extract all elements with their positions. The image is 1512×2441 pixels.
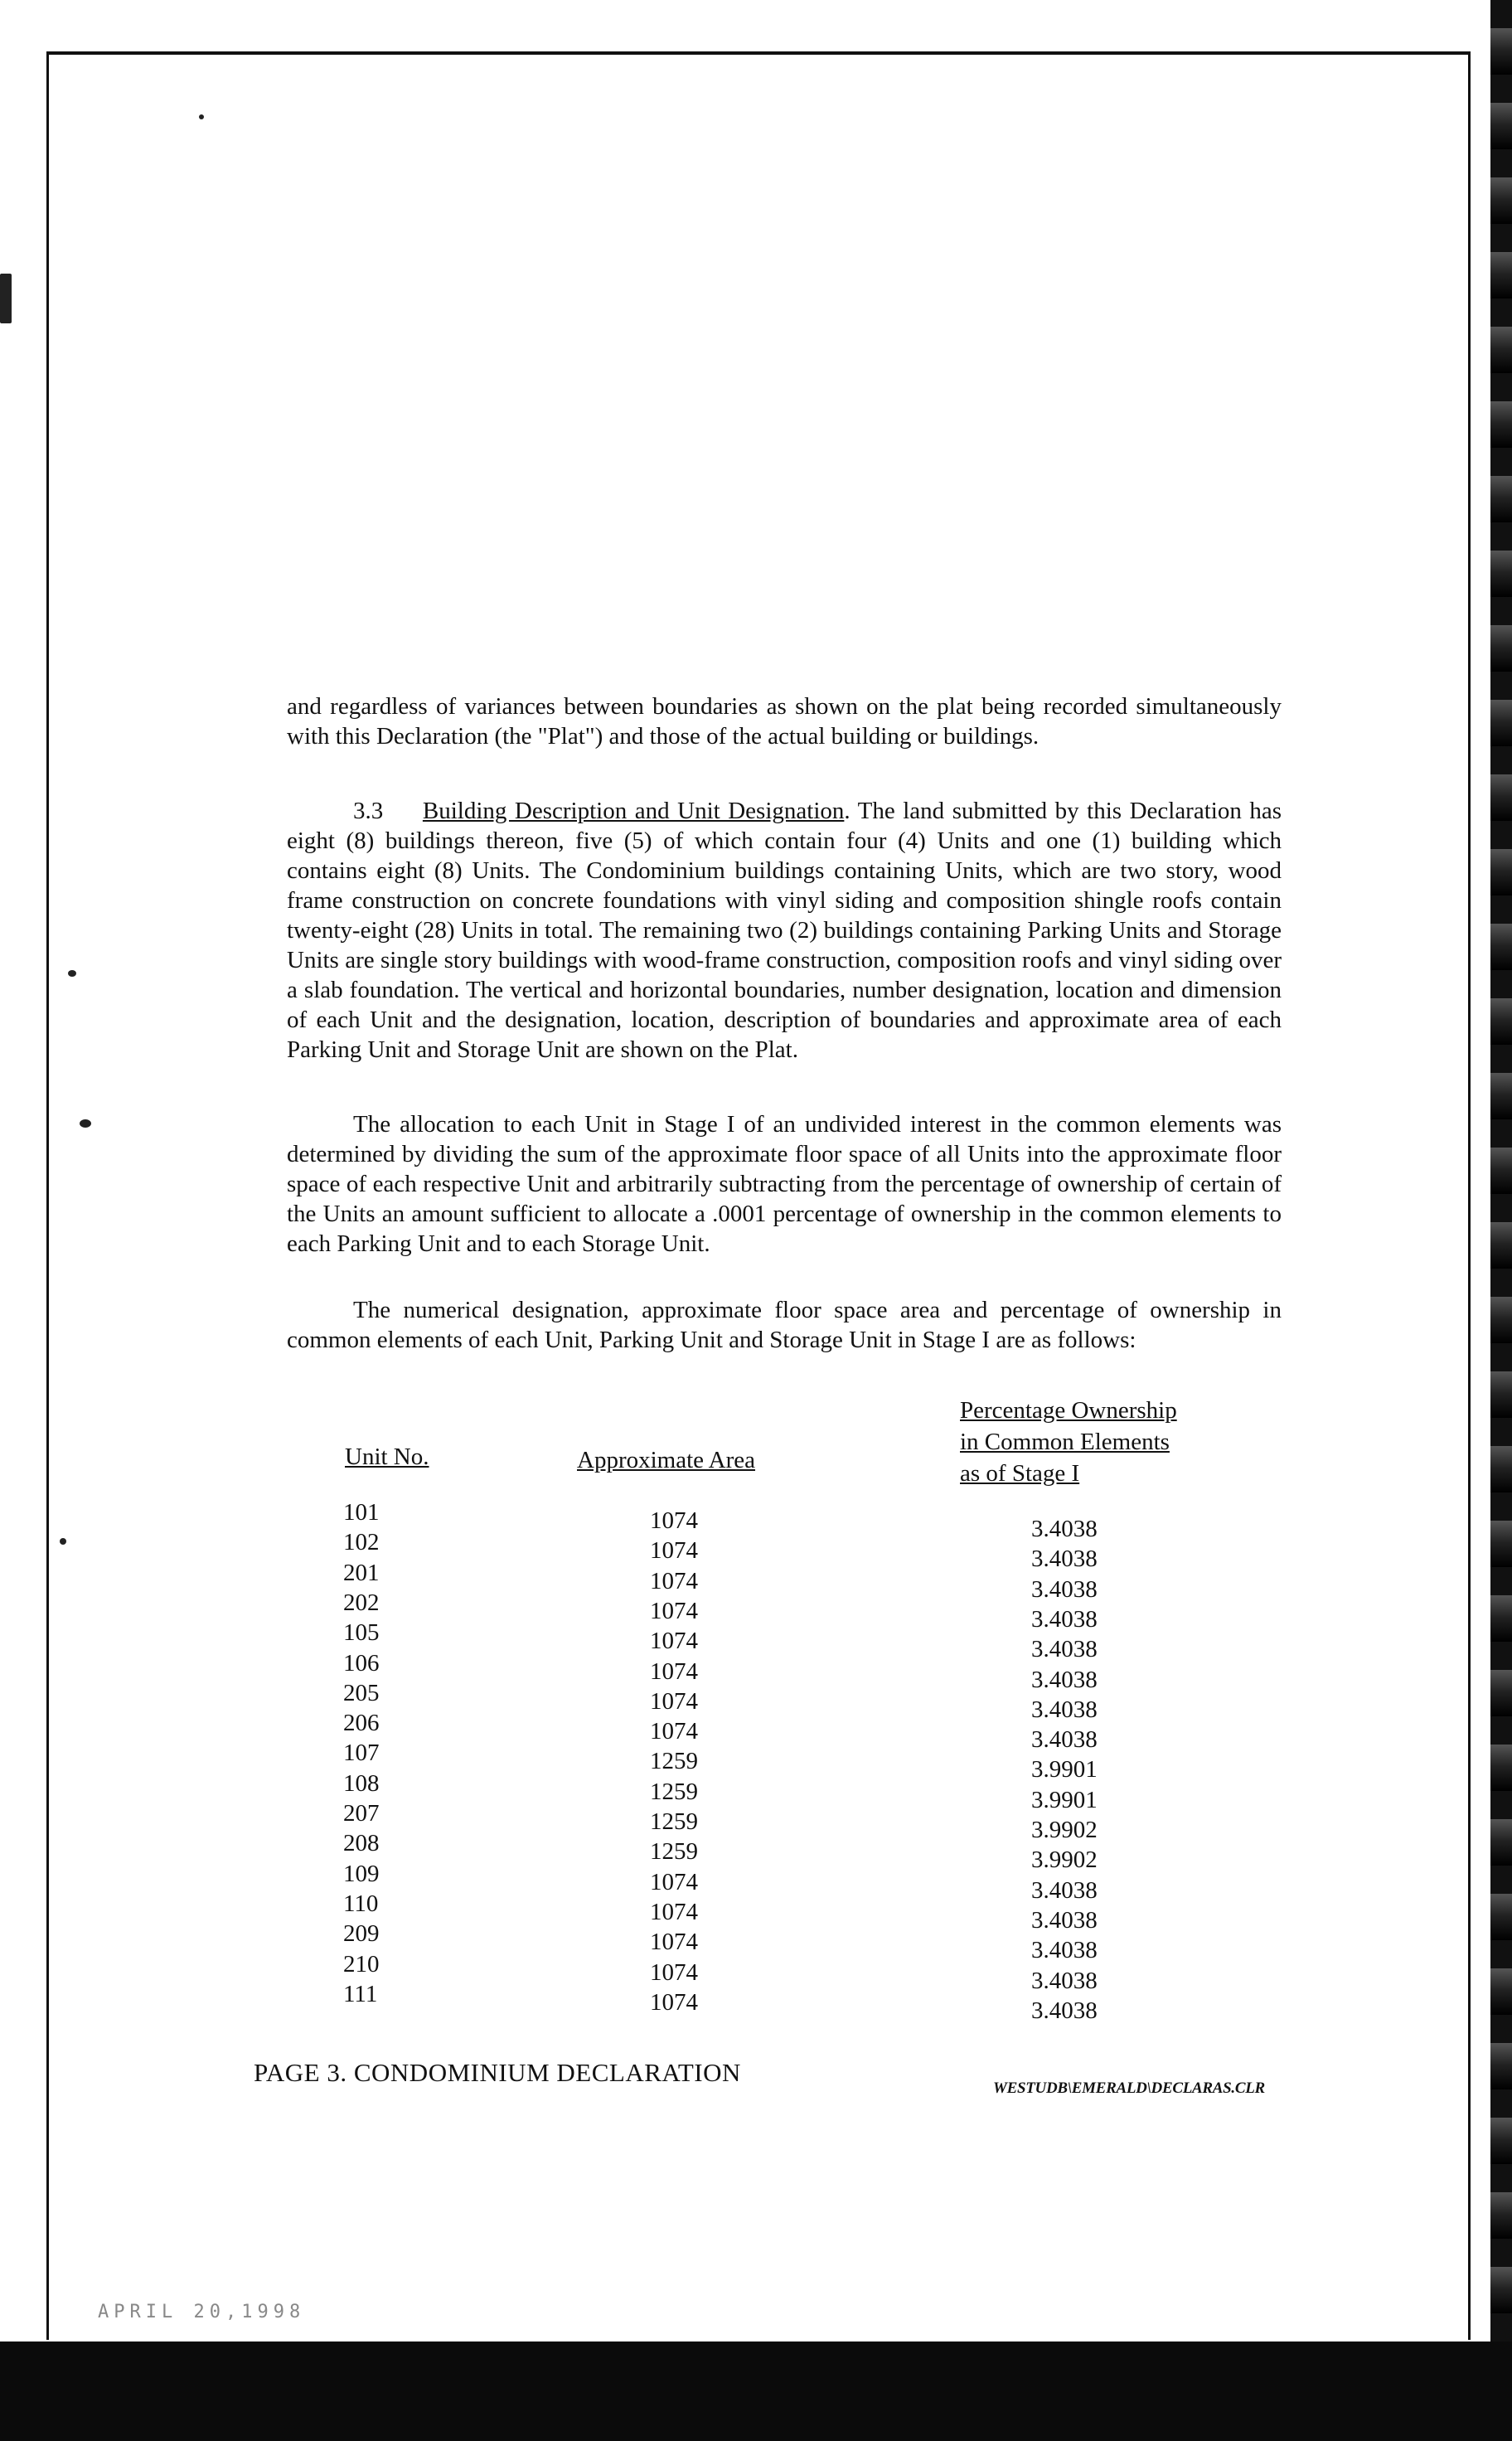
table-cell-percentage: 3.4038 — [1031, 1636, 1098, 1663]
table-cell-unit: 105 — [343, 1619, 380, 1647]
table-cell-percentage: 3.4038 — [1031, 1726, 1098, 1754]
table-cell-unit: 108 — [343, 1769, 380, 1797]
table-cell-unit: 102 — [343, 1529, 380, 1556]
table-cell-percentage: 3.4038 — [1031, 1997, 1098, 2024]
table-cell-unit: 201 — [343, 1559, 380, 1586]
file-path-label: WESTUDB\EMERALD\DECLARAS.CLR — [993, 2079, 1265, 2097]
table-cell-area: 1074 — [650, 1958, 698, 1986]
table-cell-percentage: 3.9901 — [1031, 1786, 1098, 1813]
table-cell-unit: 209 — [343, 1920, 380, 1948]
page-footer-label: PAGE 3. CONDOMINIUM DECLARATION — [254, 2058, 741, 2087]
table-cell-percentage: 3.4038 — [1031, 1546, 1098, 1573]
table-cell-area: 1259 — [650, 1808, 698, 1835]
table-cell-unit: 106 — [343, 1649, 380, 1677]
table-cell-unit: 109 — [343, 1860, 380, 1887]
table-cell-area: 1074 — [650, 1507, 698, 1534]
table-cell-unit: 107 — [343, 1740, 380, 1767]
table-cell-unit: 101 — [343, 1499, 380, 1526]
scan-speck — [68, 970, 76, 977]
paragraph-allocation — [287, 1109, 1282, 1259]
table-cell-percentage: 3.4038 — [1031, 1906, 1098, 1934]
table-cell-unit: 208 — [343, 1830, 380, 1857]
table-cell-area: 1259 — [650, 1778, 698, 1805]
table-cell-percentage: 3.4038 — [1031, 1575, 1098, 1603]
scan-speck — [60, 1538, 66, 1545]
table-cell-unit: 202 — [343, 1589, 380, 1616]
header-percentage-line2: in Common Elements — [960, 1429, 1170, 1455]
scan-speck — [80, 1119, 91, 1128]
table-cell-unit: 111 — [343, 1980, 378, 2007]
header-approximate-area: Approximate Area — [577, 1447, 756, 1473]
allocation-text: The allocation to each Unit in Stage I of an undivided interest in the common elements was determined by dividing the sum of the approximate floor space of all Units into the approximate floor space of each respective Unit and arbitrarily subtracting from the percentage of ownership of certain of the Units an amount sufficient to allocate a .0001 percentage of ownership in the common elements to each Parking Unit and to each Storage Unit. — [287, 1111, 1282, 1257]
table-cell-percentage: 3.4038 — [1031, 1876, 1098, 1904]
paragraph-section-3-3 — [287, 796, 1282, 1065]
table-cell-area: 1074 — [650, 1597, 698, 1624]
table-cell-unit: 206 — [343, 1710, 380, 1737]
table-cell-area: 1074 — [650, 1628, 698, 1655]
date-stamp: APRIL 20,1998 — [98, 2302, 306, 2322]
table-cell-area: 1074 — [650, 1537, 698, 1565]
table-cell-area: 1074 — [650, 1988, 698, 2016]
table-cell-percentage: 3.4038 — [1031, 1937, 1098, 1964]
table-cell-percentage: 3.4038 — [1031, 1967, 1098, 1994]
intro-text: and regardless of variances between boundaries as shown on the plat being recorded simultaneously with this Declaration (the "Plat") and those of the actual building or buildings. — [287, 693, 1282, 750]
scan-speck — [0, 274, 12, 323]
numerical-designation-text: The numerical designation, approximate floor space area and percentage of ownership in common elements of each Unit, Parking Unit and Storage Unit in Stage I are as follows: — [287, 1297, 1282, 1353]
table-cell-unit: 207 — [343, 1800, 380, 1827]
table-cell-unit: 110 — [343, 1890, 379, 1917]
table-cell-percentage: 3.4038 — [1031, 1605, 1098, 1633]
table-cell-area: 1074 — [650, 1929, 698, 1956]
table-cell-area: 1259 — [650, 1748, 698, 1775]
paragraph-intro — [287, 692, 1282, 751]
table-cell-area: 1074 — [650, 1687, 698, 1715]
header-unit-no: Unit No. — [345, 1444, 429, 1470]
table-cell-area: 1074 — [650, 1567, 698, 1594]
table-cell-area: 1259 — [650, 1838, 698, 1866]
table-cell-area: 1074 — [650, 1718, 698, 1745]
table-cell-area: 1074 — [650, 1657, 698, 1685]
table-cell-percentage: 3.4038 — [1031, 1516, 1098, 1542]
table-cell-area: 1074 — [650, 1868, 698, 1895]
table-cell-percentage: 3.9901 — [1031, 1756, 1098, 1783]
table-cell-percentage: 3.9902 — [1031, 1847, 1098, 1874]
table-cell-percentage: 3.9902 — [1031, 1817, 1098, 1843]
scan-edge-bottom — [0, 2342, 1512, 2441]
section-heading: Building Description and Unit Designation — [422, 798, 845, 824]
header-percentage-line3: as of Stage I — [960, 1460, 1080, 1487]
paragraph-numerical-designation — [287, 1295, 1282, 1355]
table-cell-unit: 205 — [343, 1679, 380, 1706]
table-cell-area: 1074 — [650, 1898, 698, 1925]
table-cell-percentage: 3.4038 — [1031, 1666, 1098, 1693]
scan-edge-right — [1490, 0, 1512, 2441]
section-number: 3.3 — [353, 798, 384, 824]
section-body: . The land submitted by this Declaration has eight (8) buildings thereon, five (5) of which contain four (4) Units and one (1) building which contains eight (8) Units. The Condominium buildings containing Units, which are two story, wood frame construction on concrete foundations with vinyl siding and composition shingle roofs contain twenty-eight (28) Units in total. The remaining two (2) buildings containing Parking Units and Storage Units are single story buildings with wood-frame construction, composition roofs and vinyl siding over a slab foundation. The vertical and horizontal boundaries, number designation, location and dimension of each Unit and the designation, location, description of boundaries and approximate area of each Parking Unit and Storage Unit are shown on the Plat. — [287, 798, 1282, 1063]
scan-speck — [199, 114, 204, 119]
table-cell-unit: 210 — [343, 1950, 380, 1978]
header-percentage-line1: Percentage Ownership — [960, 1397, 1177, 1424]
table-cell-percentage: 3.4038 — [1031, 1696, 1098, 1723]
